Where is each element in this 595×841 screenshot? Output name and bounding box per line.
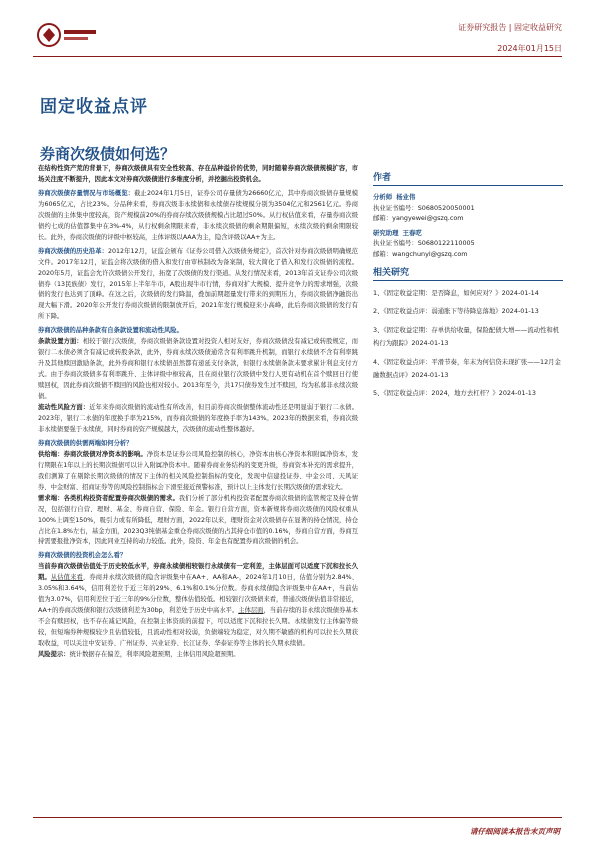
section-5-underline-2: 主体层面 xyxy=(238,607,264,615)
author-license: 执业证书编号：S0680122110005 xyxy=(373,239,475,247)
author-card xyxy=(373,228,563,260)
related-research-item[interactable]: 5、《固定收益点评：2024，地方去杠杆？》2024-01-13 xyxy=(373,389,536,398)
author-license: 执业证书编号：S0680520050001 xyxy=(373,203,475,212)
author-name: 王春呓 xyxy=(402,228,422,237)
author-email[interactable]: 邮箱：wangchunyi@gszq.com xyxy=(373,249,468,258)
section-3-p2-lead: 流动性风险方面： xyxy=(38,404,90,412)
section-1-text: 截止2024年1月5日，证券公司存量债为26660亿元，其中券商次级债存量规模为6065亿元，占比23%。分品种来看，券商次级非永续债和永续债存续规模分别为3504亿元和2561亿元。券商次级债的主体集中度较高，资产规模前20%的券商存续次级债规模占比超过50%。从行权估值来看，存量券商次级债约七成的估值都集中在3%-4%，从行权剩余期限来看，非永续次级债的剩余期限偏短，永续次级的剩余期限较长。此外，券商次级债的评级中枢较高，主体评级以AAA为主，隐含评级以AA+为主。 xyxy=(38,189,358,241)
section-4-p1 xyxy=(38,450,358,494)
section-4-title: 券商次级债的供需两端如何分析？ xyxy=(38,439,133,447)
section-5-p1-text-b: ，当前存续的非永续次级债券基本不会有赎回权，也不存在减记风险，在控制主体资质的前提下，可以适度下沉和拉长久期。永续债发行主体偏等级较，但短端券种规模较少且估值较低，且流动性相对较弱，负债端较为稳定，对久期不敏感的机构可以拉长久期获取收益，可以关注中安证券、广州证券、兴业证券、长江证券、华泰证券等主体的长久期永续债。 xyxy=(38,607,359,648)
section-2-text: 2012年12月，证监会颁布《证券公司借入次级债务规定》，首次针对券商次级债明确规范文件。2017年12月，证监会将次级债的借入和发行由审核制改为备案制，较大简化了借入和发行次级债的流程。2020年5月，证监会允许次级债公开发行，拓宽了次级债的发行渠道。从发行情况来看，2013年首支证券公司次级债券（13民族债）发行，2015年上半年牛市，A股出现牛市行情，券商对扩大规模、提升竞争力的需求增强，次级债的发行也达到了顶峰。在这之后，次级债的发行降温，叠加前期超量发行带来的到期压力，券商次级债净融资出现大幅下滑。2020年公开发行券商次级债的限制放开后，2021年发行规模迎来小高峰，此后券商次级债的发行有所下降。 xyxy=(38,247,359,321)
report-title: 券商次级债如何选？ xyxy=(40,145,176,163)
section-2 xyxy=(38,247,358,324)
author-role: 研究助理 xyxy=(373,228,399,237)
section-1-title: 券商次级债存量情况与市场概览： xyxy=(38,189,135,197)
risk-warning-text: 统计数据存在偏差，利率风险超预期，主体信用风险超预期。 xyxy=(69,650,240,658)
risk-warning-lead: 风险提示： xyxy=(38,650,70,658)
report-header xyxy=(458,21,562,55)
related-research-item[interactable]: 1、《固定收益定期：是否降息，如何应对？》2024-01-14 xyxy=(373,289,539,297)
sidebar xyxy=(373,170,563,406)
section-5-p1 xyxy=(38,562,358,650)
author-name: 杨业伟 xyxy=(396,193,416,201)
section-5-title: 券商次级债的投资机会怎么看？ xyxy=(38,552,127,560)
summary-paragraph: 在结构性资产荒的背景下，券商次级债具有安全性较高、存在品种溢价的优势，同时随着券商次级债规模扩容，市场关注度不断提升，因此本文对券商次级债进行多维度分析，并挖掘出投资机会。 xyxy=(38,165,358,183)
section-3-p1 xyxy=(38,337,358,403)
related-research-item[interactable]: 4、《固定收益点评：平滑节奏，年末为何信贷未现扩张——12月金融数据点评》2024-01-13 xyxy=(373,357,561,380)
author-heading: 作者 xyxy=(373,170,563,186)
author-email[interactable]: 邮箱：yangyewei@gszq.com xyxy=(373,214,464,222)
section-4-p1-lead: 供给端：券商次级债对净资本的影响。 xyxy=(38,450,147,458)
section-1 xyxy=(38,189,358,244)
risk-warning xyxy=(38,650,358,661)
footer-divider xyxy=(33,817,562,818)
main-body xyxy=(38,164,358,661)
report-type: 证券研究报告 | 固定收益研究 xyxy=(458,23,562,32)
section-2-title: 券商次级债的历史沿革： xyxy=(38,247,108,255)
section-4-p2-text: 我们分析了部分机构投资者配置券商次级债的监管规定及持仓情况，包括银行自营、理财、基金、券商自营、保险、年金。银行自营方面，资本新规将券商次级债的风险权重从100%上调至150%，吸引力或有所降低，理财方面，2022年以来，理财资金对次级债存在显著的持仓情况，持仓占比在1.8%左右，基金方面，2023Q3纯债基金重仓券商次级债的占其持仓市值的0.16%，券商自营方面，券商互持需要报批净资本，因此同业互持的动力较低。此外，险资、年金也有配置券商次级债的机会。 xyxy=(38,494,359,546)
section-3-p2 xyxy=(38,403,358,436)
section-3-p1-lead: 条款设置方面： xyxy=(38,338,83,346)
section-5-p1-text: ，券商并永续次级债的隐含评级集中在AA+、AA和AA-，2024年1月10日，估值分别为2.84%、3.05%和3.64%，信用利差位于近三年的29%、6.1%和0.1%分位数。券商永续债隐含评级集中在AA+，当前估值为3.07%，信用利差位于近三年的9%分位数，整体估值较低。相较银行次级债来看，普通次级债估值非常接近，AA+的券商次级债和银行次级债利差为30bp，利差处于历史中高水平。 xyxy=(38,574,359,615)
footer-disclaimer: 请仔细阅读本报告末页声明 xyxy=(470,827,560,836)
section-5-underline-1: 从估值来看 xyxy=(50,574,83,582)
related-research-heading: 相关研究 xyxy=(373,265,563,281)
section-3-p2-text: 近年来券商次级债的流动性有所改善，但目前券商次级债整体流动性还是明显弱于银行二永债。2023年，银行二永债的年度换手率为215%，而券商次级债的年度换手率为143%。2023年的数据来看，券商次级非永续债要强于永续债，同时券商的资产规模越大，次级债的流动性整体越好。 xyxy=(38,404,359,433)
author-card xyxy=(373,192,563,224)
section-3-title: 券商次级债的品种条款有自条款设置和流动性风险。 xyxy=(38,327,183,335)
author-role: 分析师 xyxy=(373,193,393,201)
section-5-p1-lead: 当前券商次级债估值处于历史较低水平，券商永续债相较银行永续债有一定利差，主体层面可以适度下沉和拉长久期。 xyxy=(38,563,358,582)
section-4-p2-lead: 需求端：各类机构投资者配置券商次级债的需求。 xyxy=(38,494,179,502)
section-4-p1-text: 净资本是证券公司风险控制的核心，净资本由核心净资本和附属净资本，发行期限在1年以上的长期次级债可以计入附属净资本中。随着券商业务结构的变更升级，券商资本补充的需求提升，我们测算了在剔除长期次级债的情况下主体的相关风险控制指标的变化，发现中信建投证券、中金公司、天风证券、中金财富、招商证券等的风险控制指标会下滑至接近预警标准，预计以上主体发行长期次级债的需求较大。 xyxy=(38,450,359,491)
company-logo xyxy=(36,21,100,49)
section-4-p2 xyxy=(38,494,358,549)
related-research-item[interactable]: 3、《固定收益定期：存单供给收量，保险配债大增——流动性和机构行为跟踪》2024-01-13 xyxy=(373,325,560,348)
report-date: 2024年01月15日 xyxy=(497,44,562,53)
header-divider xyxy=(33,56,562,57)
related-research-item[interactable]: 2、《固定收益点评：弱通胀下等待降息落地》2024-01-13 xyxy=(373,307,539,316)
report-category-title: 固定收益点评 xyxy=(40,97,148,117)
section-3-p1-text: 相较于银行次级债，券商次级债条款设置对投资人相对友好，券商次级债没有减记或转股规定，而银行二永债必须含有减记或转股条款，此外，券商永续次级债通常含有利率跳升机制，而银行永续债不含有利率跳升及其他赎回激励条款，此外券商和银行永续债虽然都有递延支付条款，但银行永续债条款未要求累计利息支付方式。由于券商次级债多有利率跳升、主体评级中枢较高，且在商业银行次级债中发行人更有动机在首个赎回日行使赎回权，因此券商次级债不赎回的风险也相对较小。2013年至今，共17只债券发生过不赎回，均为私募非永续次级债。 xyxy=(38,338,359,401)
